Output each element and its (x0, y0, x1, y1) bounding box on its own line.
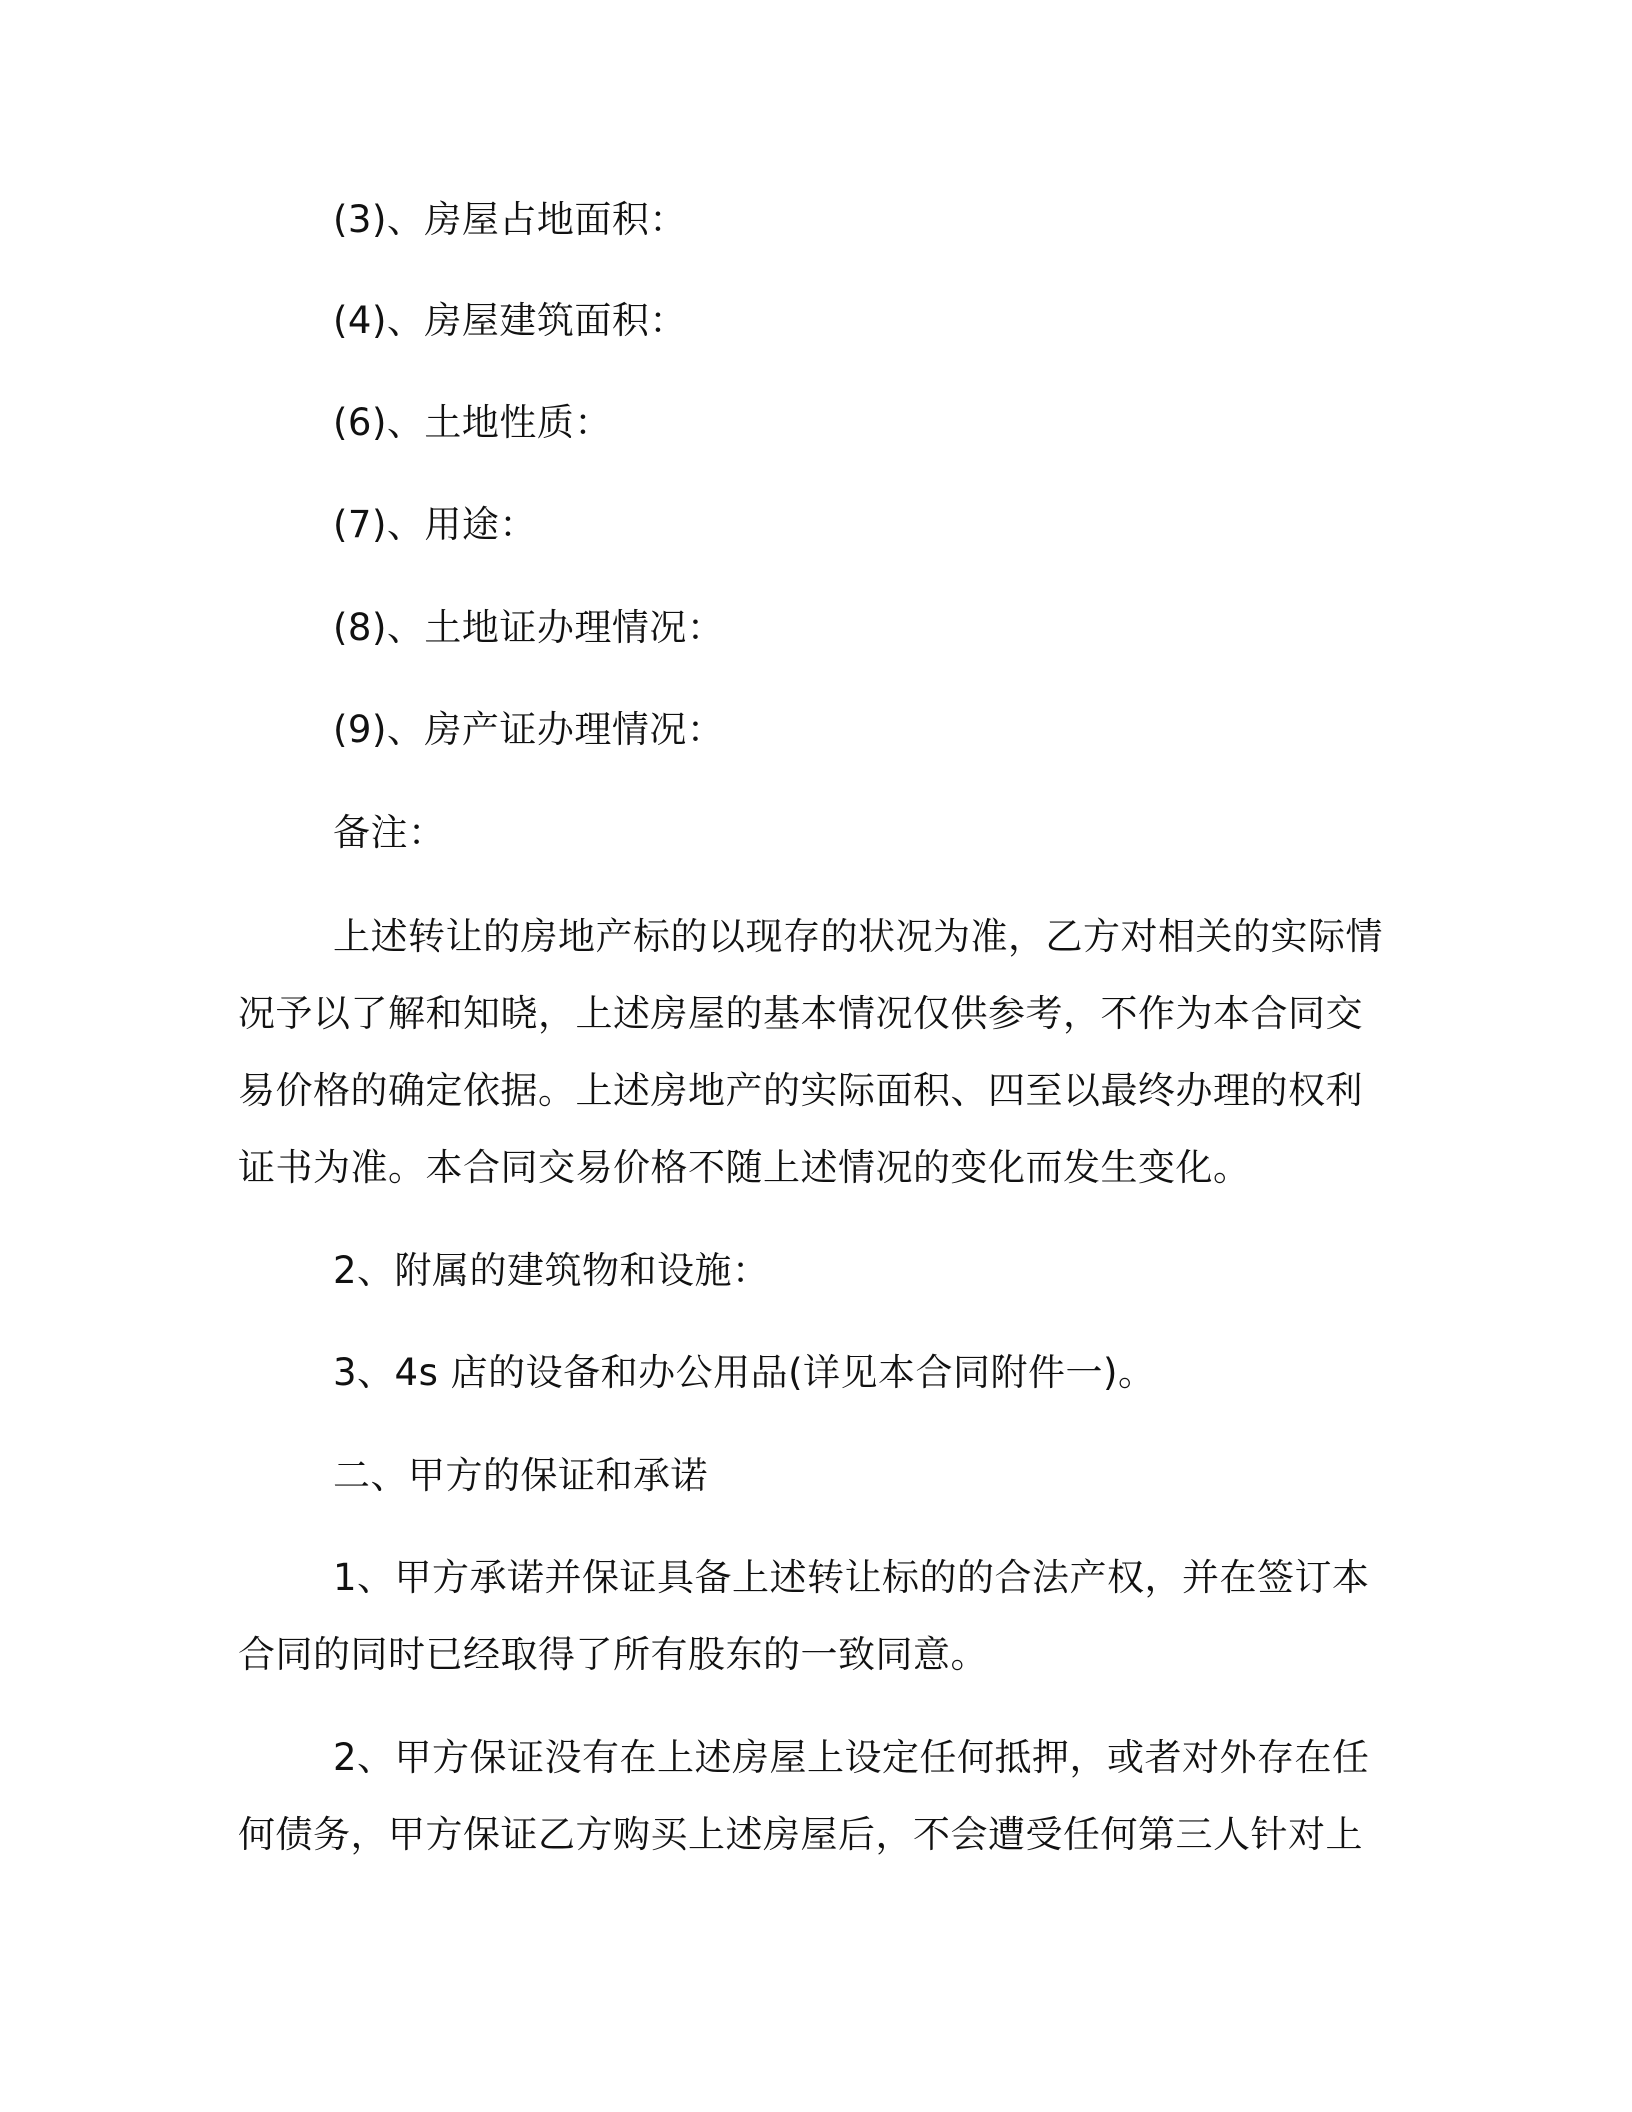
promise-2-line: 2、甲方保证没有在上述房屋上设定任何抵押，或者对外存在任 (333, 1736, 1370, 1779)
remark-paragraph-line: 易价格的确定依据。上述房地产的实际面积、四至以最终办理的权利 (238, 1069, 1363, 1112)
remark-paragraph-line: 证书为准。本合同交易价格不随上述情况的变化而发生变化。 (238, 1146, 1251, 1189)
remark-paragraph-line: 况予以了解和知晓，上述房屋的基本情况仅供参考，不作为本合同交 (238, 992, 1363, 1035)
promise-1-line: 1、甲方承诺并保证具备上述转让标的的合法产权，并在签订本 (333, 1556, 1370, 1599)
remark-label: 备注： (333, 811, 446, 854)
item-9-property-certificate: (9)、房产证办理情况： (333, 708, 725, 751)
item-6-land-nature: (6)、土地性质： (333, 401, 612, 444)
section-2-attached-buildings: 2、附属的建筑物和设施： (333, 1249, 770, 1292)
remark-paragraph-line: 上述转让的房地产标的以现存的状况为准，乙方对相关的实际情 (333, 915, 1383, 958)
section-3-equipment: 3、4s 店的设备和办公用品(详见本合同附件一)。 (333, 1351, 1156, 1394)
item-4-building-area: (4)、房屋建筑面积： (333, 299, 687, 342)
promise-2-line: 何债务，甲方保证乙方购买上述房屋后，不会遭受任何第三人针对上 (238, 1813, 1363, 1856)
heading-party-a-guarantee: 二、甲方的保证和承诺 (333, 1454, 708, 1497)
item-3-land-area: (3)、房屋占地面积： (333, 198, 687, 241)
item-7-usage: (7)、用途： (333, 503, 537, 546)
item-8-land-certificate: (8)、土地证办理情况： (333, 606, 725, 649)
promise-1-line: 合同的同时已经取得了所有股东的一致同意。 (238, 1633, 988, 1676)
